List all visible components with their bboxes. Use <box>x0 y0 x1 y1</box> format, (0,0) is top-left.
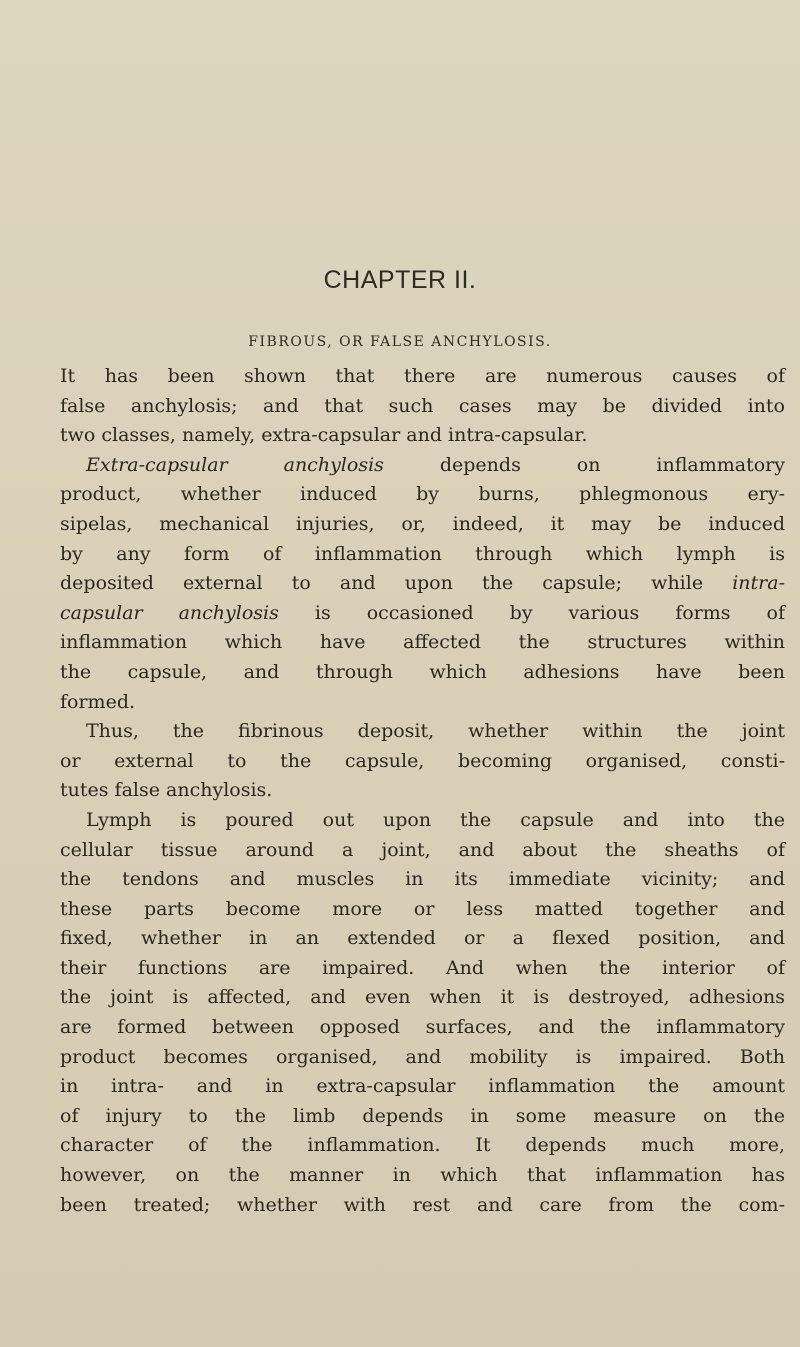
body-line: by any form of inflammation through which lymph is <box>60 542 785 565</box>
body-line: inflammation which have affected the structures within <box>60 631 785 654</box>
section-title: FIBROUS, OR FALSE ANCHYLOSIS. <box>248 334 552 350</box>
body-line: two classes, namely, extra-capsular and intra-capsular. <box>60 424 588 447</box>
body-line: deposited external to and upon the capsule; while intra- <box>60 572 785 595</box>
body-line: cellular tissue around a joint, and about the sheaths of <box>60 838 785 861</box>
body-line: Extra-capsular anchylosis depends on inflammatory <box>86 453 785 476</box>
body-line: capsular anchylosis is occasioned by various forms of <box>60 601 785 624</box>
body-line: the joint is affected, and even when it is destroyed, adhesions <box>60 986 785 1009</box>
body-line: are formed between opposed surfaces, and the inflammatory <box>60 1016 785 1039</box>
body-line: character of the inflammation. It depends much more, <box>60 1134 785 1157</box>
chapter-title: CHAPTER II. <box>323 266 477 294</box>
body-line: Lymph is poured out upon the capsule and into the <box>86 808 785 831</box>
body-line: sipelas, mechanical injuries, or, indeed, it may be induced <box>60 512 785 535</box>
body-line: their functions are impaired. And when the interior of <box>60 956 785 979</box>
body-line: of injury to the limb depends in some measure on the <box>60 1104 785 1127</box>
body-line: been treated; whether with rest and care from the com- <box>60 1193 785 1216</box>
body-line: false anchylosis; and that such cases may be divided into <box>60 394 785 417</box>
body-line: the tendons and muscles in its immediate vicinity; and <box>60 868 785 891</box>
body-line: formed. <box>60 690 136 713</box>
body-line: or external to the capsule, becoming organised, consti- <box>60 749 785 772</box>
body-line: product becomes organised, and mobility is impaired. Both <box>60 1045 785 1068</box>
body-line: It has been shown that there are numerous causes of <box>60 365 785 387</box>
body-line: fixed, whether in an extended or a flexed position, and <box>60 927 785 950</box>
body-line: product, whether induced by burns, phlegmonous ery- <box>60 483 785 506</box>
body-line: tutes false anchylosis. <box>60 779 273 802</box>
body-line: these parts become more or less matted together and <box>60 897 785 920</box>
body-text <box>60 362 785 1220</box>
body-line: Thus, the fibrinous deposit, whether within the joint <box>86 720 785 743</box>
body-line: the capsule, and through which adhesions have been <box>60 660 785 683</box>
body-line: in intra- and in extra-capsular inflammation the amount <box>60 1075 785 1098</box>
body-line: however, on the manner in which that inflammation has <box>60 1164 785 1187</box>
